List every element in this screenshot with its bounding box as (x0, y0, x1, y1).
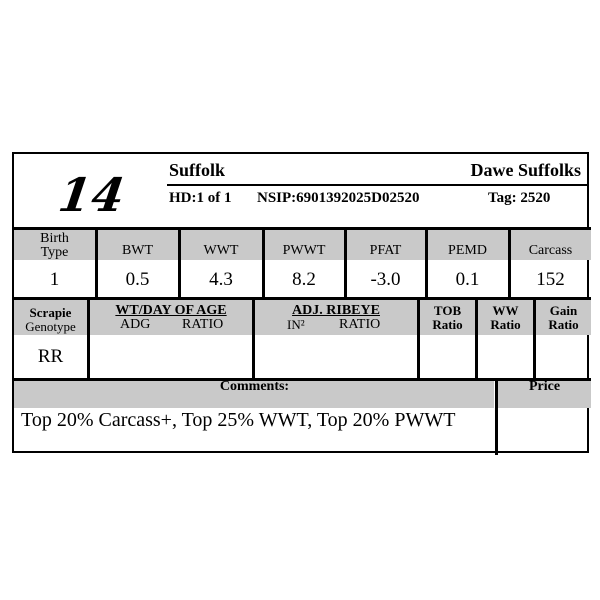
bwt-header: BWT (121, 243, 154, 258)
nsip-label: NSIP:6901392025D02520 (257, 190, 420, 206)
header-underline (167, 184, 587, 186)
wt-ratio-label: RATIO (182, 317, 224, 332)
owner-name: Dawe Suffolks (470, 160, 581, 180)
wwt-value: 4.3 (209, 269, 233, 290)
birth-type-value: 1 (49, 269, 60, 290)
wwt-header: WWT (203, 243, 239, 258)
wt-day-of-age-header: WT/DAY OF AGE ADG RATIO (115, 303, 227, 332)
birth-type-header: Birth Type (40, 231, 69, 260)
ribeye-ratio-label: RATIO (339, 317, 381, 332)
price-label: Price (528, 379, 561, 394)
carcass-header: Carcass (528, 243, 573, 258)
lot-card (12, 152, 589, 453)
adj-ribeye-header: ADJ. RIBEYE IN² RATIO (287, 303, 381, 332)
lot-number: 14 (55, 168, 129, 222)
pemd-value: 0.1 (455, 269, 480, 290)
bwt-value: 0.5 (125, 269, 150, 290)
pwwt-header: PWWT (282, 243, 326, 258)
tob-ratio-header: TOB Ratio (432, 303, 463, 332)
comments-label: Comments: (219, 379, 290, 394)
in2-label: IN² (287, 317, 305, 332)
scrapie-header: Scrapie Genotype (25, 305, 76, 334)
ww-ratio-header: WW Ratio (490, 303, 521, 332)
adg-label: ADG (120, 317, 151, 332)
gain-ratio-header: Gain Ratio (548, 303, 579, 332)
tag-label: Tag: 2520 (488, 190, 551, 206)
pfat-value: -3.0 (370, 269, 401, 290)
hd-label: HD:1 of 1 (169, 190, 232, 206)
comments-text: Top 20% Carcass+, Top 25% WWT, Top 20% PWWT (21, 409, 456, 431)
pwwt-value: 8.2 (292, 269, 316, 290)
pemd-header: PEMD (448, 243, 487, 258)
breed-name: Suffolk (169, 160, 226, 180)
pfat-header: PFAT (369, 243, 402, 258)
carcass-value: 152 (536, 269, 565, 290)
scrapie-value: RR (37, 346, 64, 367)
